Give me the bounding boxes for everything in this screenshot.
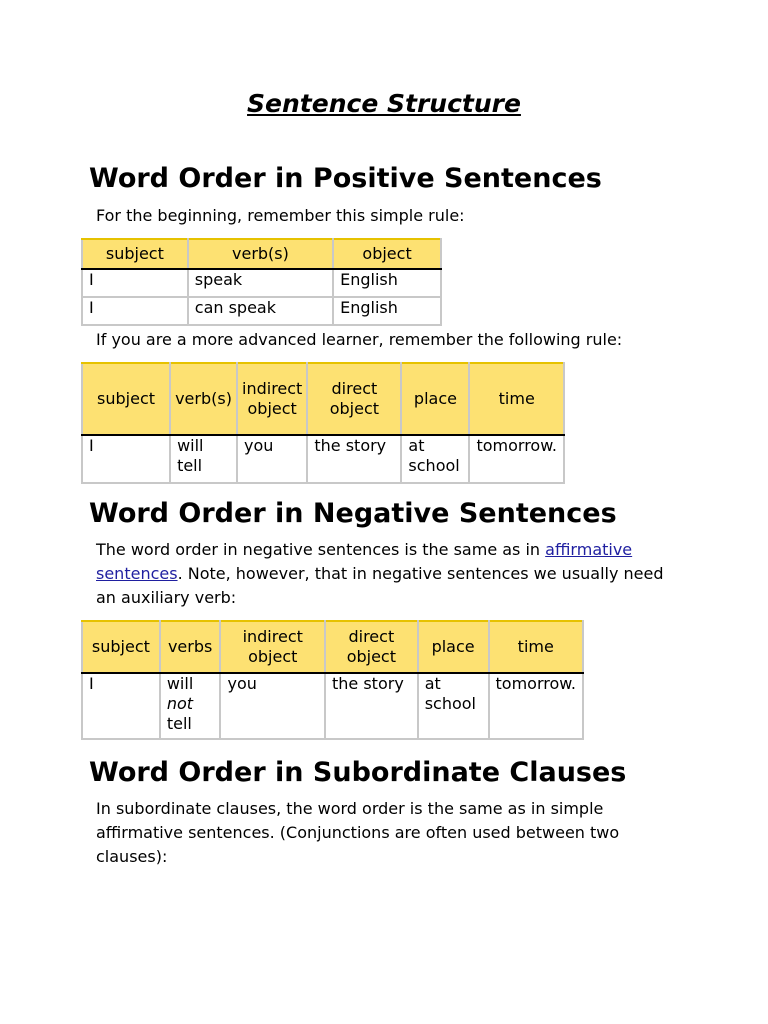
- column-header: subject: [82, 239, 188, 269]
- advanced-intro-text: If you are a more advanced learner, remember the following rule:: [96, 330, 623, 349]
- column-header: indirect object: [220, 621, 325, 673]
- table-cell: I: [82, 673, 160, 739]
- table-cell: speak: [188, 269, 333, 297]
- table-cell: I: [82, 297, 188, 325]
- table-cell: English: [333, 297, 441, 325]
- negative-intro-text: [96, 538, 686, 610]
- verb-not: not: [166, 694, 194, 713]
- table-cell: at school: [401, 435, 469, 483]
- column-header: subject: [82, 621, 160, 673]
- table-row: [82, 297, 441, 325]
- table-cell: I: [82, 435, 170, 483]
- table-cell: English: [333, 269, 441, 297]
- table-cell: [160, 673, 221, 739]
- column-header: direct object: [307, 363, 401, 435]
- column-header: object: [333, 239, 441, 269]
- text-after-link: . Note, however, that in negative sentences we usually need an auxiliary verb:: [96, 564, 664, 607]
- column-header: subject: [82, 363, 170, 435]
- column-header: verb(s): [170, 363, 237, 435]
- table-row: [82, 673, 583, 739]
- document-title: Sentence Structure: [247, 89, 521, 118]
- table-row: [82, 435, 564, 483]
- table-cell: at school: [418, 673, 489, 739]
- column-header: verb(s): [188, 239, 333, 269]
- simple-rule-table: [81, 238, 442, 326]
- table-cell: I: [82, 269, 188, 297]
- subordinate-text: In subordinate clauses, the word order is the same as in simple affirmative sentences. (Conjunctions are often used between two clauses):: [96, 799, 620, 866]
- table-cell: you: [220, 673, 325, 739]
- verb-tell: tell: [166, 714, 192, 733]
- table-cell: tomorrow.: [489, 673, 584, 739]
- affirmative-sentences-link[interactable]: affirmative sentences: [96, 540, 633, 583]
- advanced-rule-table: [81, 362, 565, 484]
- column-header: direct object: [325, 621, 418, 673]
- column-header: time: [469, 363, 564, 435]
- column-header: place: [401, 363, 469, 435]
- heading-positive-sentences: Word Order in Positive Sentences: [89, 163, 602, 194]
- table-row: [82, 269, 441, 297]
- intro-text: For the beginning, remember this simple rule:: [96, 206, 465, 225]
- table-cell: the story: [325, 673, 418, 739]
- table-cell: tomorrow.: [469, 435, 564, 483]
- table-cell: you: [237, 435, 307, 483]
- verb-will: will: [166, 674, 194, 693]
- heading-subordinate-clauses: Word Order in Subordinate Clauses: [89, 757, 627, 788]
- text-before-link: The word order in negative sentences is the same as in: [96, 540, 546, 559]
- column-header: place: [418, 621, 489, 673]
- column-header: indirect object: [237, 363, 307, 435]
- table-cell: will tell: [170, 435, 237, 483]
- column-header: time: [489, 621, 584, 673]
- negative-order-table: [81, 620, 584, 740]
- table-cell: can speak: [188, 297, 333, 325]
- table-cell: the story: [307, 435, 401, 483]
- heading-negative-sentences: Word Order in Negative Sentences: [89, 498, 617, 529]
- column-header: verbs: [160, 621, 221, 673]
